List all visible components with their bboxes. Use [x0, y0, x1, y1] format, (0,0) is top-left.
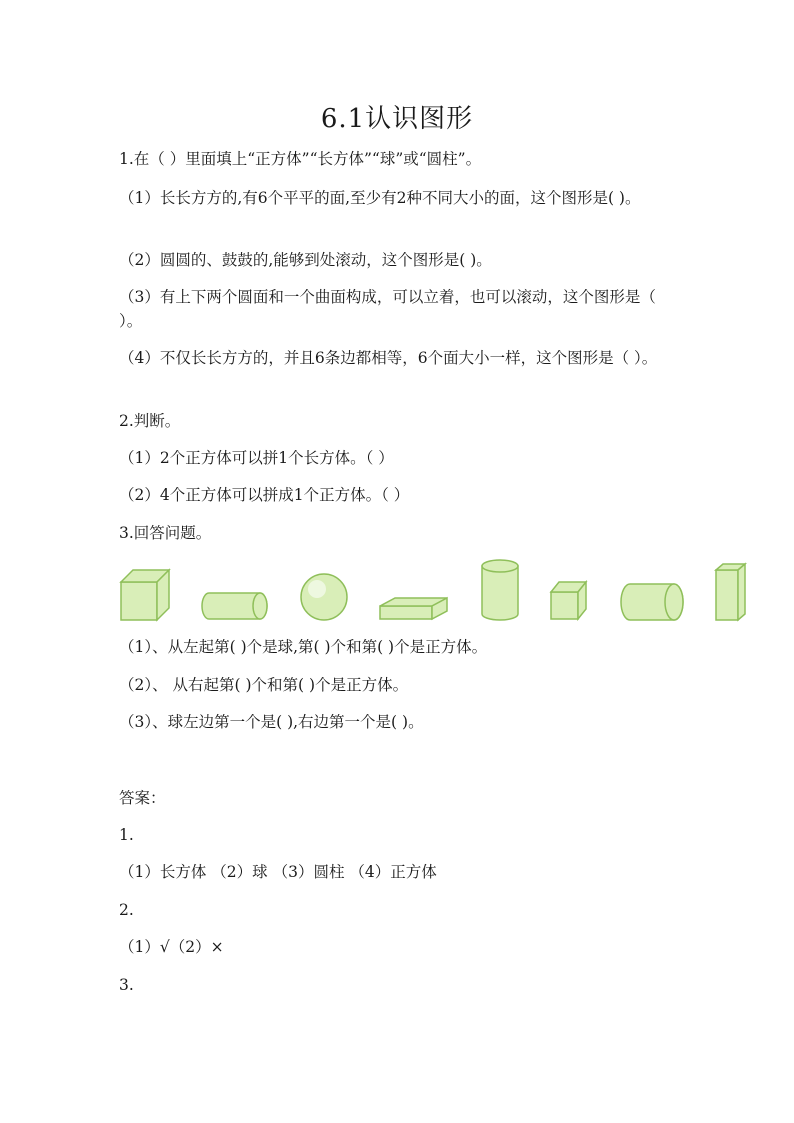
cylinder-lying-icon: [202, 593, 267, 619]
q1-item-3: （3）有上下两个圆面和一个曲面构成，可以立着，也可以滚动，这个图形是（ ）。: [119, 288, 656, 330]
q3-item-1: （1）、从左起第( )个是球,第( )个和第( )个是正方体。: [119, 638, 488, 656]
cylinder-lying-icon: [621, 584, 683, 620]
q2-heading: 2.判断。: [119, 412, 181, 430]
q3-item-3: （3）、球左边第一个是( ),右边第一个是( )。: [119, 713, 424, 731]
q1-item-1: （1）长长方方的,有6个平平的面,至少有2种不同大小的面，这个图形是( )。: [119, 189, 641, 207]
q2-item-1: （1）2个正方体可以拼1个长方体。（ ）: [119, 449, 394, 467]
q1-item-4: （4）不仅长长方方的，并且6条边都相等，6个面大小一样，这个图形是（ ）。: [119, 349, 658, 367]
q1-item-2: （2）圆圆的、鼓鼓的,能够到处滚动，这个图形是( )。: [119, 251, 492, 269]
q2-item-2: （2）4个正方体可以拼成1个正方体。（ ）: [119, 486, 410, 504]
page-title: 6.1认识图形: [320, 104, 474, 134]
q1-heading: 1.在（ ）里面填上“正方体”“长方体”“球”或“圆柱”。: [119, 150, 482, 168]
answers-heading: 答案：: [119, 789, 166, 807]
answer-2-label: 2.: [119, 901, 134, 919]
answer-1-label: 1.: [119, 826, 134, 844]
tall-cuboid-icon: [716, 564, 745, 620]
cube-icon: [121, 570, 169, 620]
answer-2-text: （1）√（2）×: [119, 938, 224, 956]
small-cube-icon: [551, 582, 586, 619]
answer-3-label: 3.: [119, 976, 134, 994]
q3-heading: 3.回答问题。: [119, 524, 212, 542]
answer-1-text: （1）长方体 （2）球 （3）圆柱 （4）正方体: [119, 863, 437, 881]
q3-item-2: （2）、 从右起第( )个和第( )个是正方体。: [119, 676, 409, 694]
cylinder-standing-icon: [482, 560, 518, 620]
sphere-icon: [301, 574, 347, 620]
shapes-row: [112, 558, 752, 628]
flat-cuboid-icon: [380, 598, 447, 619]
